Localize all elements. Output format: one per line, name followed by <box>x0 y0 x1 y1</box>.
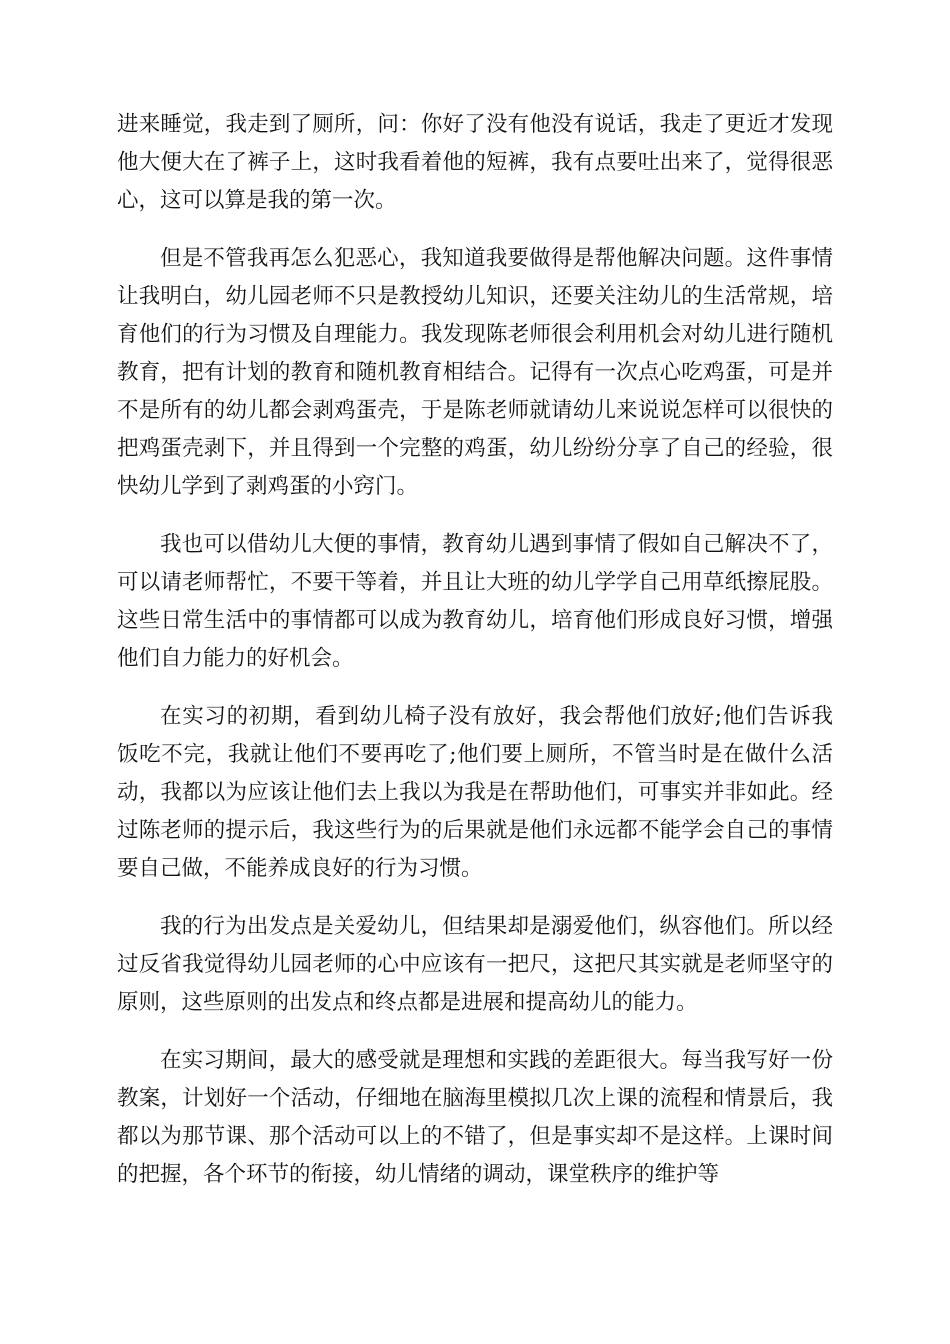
paragraph-1: 进来睡觉，我走到了厕所，问：你好了没有他没有说话，我走了更近才发现他大便大在了裤子上，这时我看着他的短裤，我有点要吐出来了，觉得很恶心，这可以算是我的第一次。 <box>117 112 833 213</box>
paragraph-5: 我的行为出发点是关爱幼儿，但结果却是溺爱他们，纵容他们。所以经过反省我觉得幼儿园老师的心中应该有一把尺，这把尺其实就是老师坚守的原则，这些原则的出发点和终点都是进展和提高幼儿的能力。 <box>117 914 833 1015</box>
paragraph-4: 在实习的初期，看到幼儿椅子没有放好，我会帮他们放好;他们告诉我饭吃不完，我就让他们不要再吃了;他们要上厕所，不管当时是在做什么活动，我都以为应该让他们去上我以为我是在帮助他们，可事实并非如此。经过陈老师的提示后，我这些行为的后果就是他们永远都不能学会自己的事情要自己做，不能养成良好的行为习惯。 <box>117 704 833 881</box>
paragraph-2: 但是不管我再怎么犯恶心，我知道我要做得是帮他解决问题。这件事情让我明白，幼儿园老师不只是教授幼儿知识，还要关注幼儿的生活常规，培育他们的行为习惯及自理能力。我发现陈老师很会利用机会对幼儿进行随机教育，把有计划的教育和随机教育相结合。记得有一次点心吃鸡蛋，可是并不是所有的幼儿都会剥鸡蛋壳，于是陈老师就请幼儿来说说怎样可以很快的把鸡蛋壳剥下，并且得到一个完整的鸡蛋，幼儿纷纷分享了自己的经验，很快幼儿学到了剥鸡蛋的小窍门。 <box>117 246 833 499</box>
document-page <box>117 106 833 1214</box>
paragraph-6: 在实习期间，最大的感受就是理想和实践的差距很大。每当我写好一份教案，计划好一个活动，仔细地在脑海里模拟几次上课的流程和情景后，我都以为那节课、那个活动可以上的不错了，但是事实却不是这样。上课时间的把握，各个环节的衔接，幼儿情绪的调动，课堂秩序的维护等 <box>117 1048 833 1187</box>
paragraph-3: 我也可以借幼儿大便的事情，教育幼儿遇到事情了假如自己解决不了，可以请老师帮忙，不要干等着，并且让大班的幼儿学学自己用草纸擦屁股。这些日常生活中的事情都可以成为教育幼儿，培育他们形成良好习惯，增强他们自力能力的好机会。 <box>117 532 833 671</box>
